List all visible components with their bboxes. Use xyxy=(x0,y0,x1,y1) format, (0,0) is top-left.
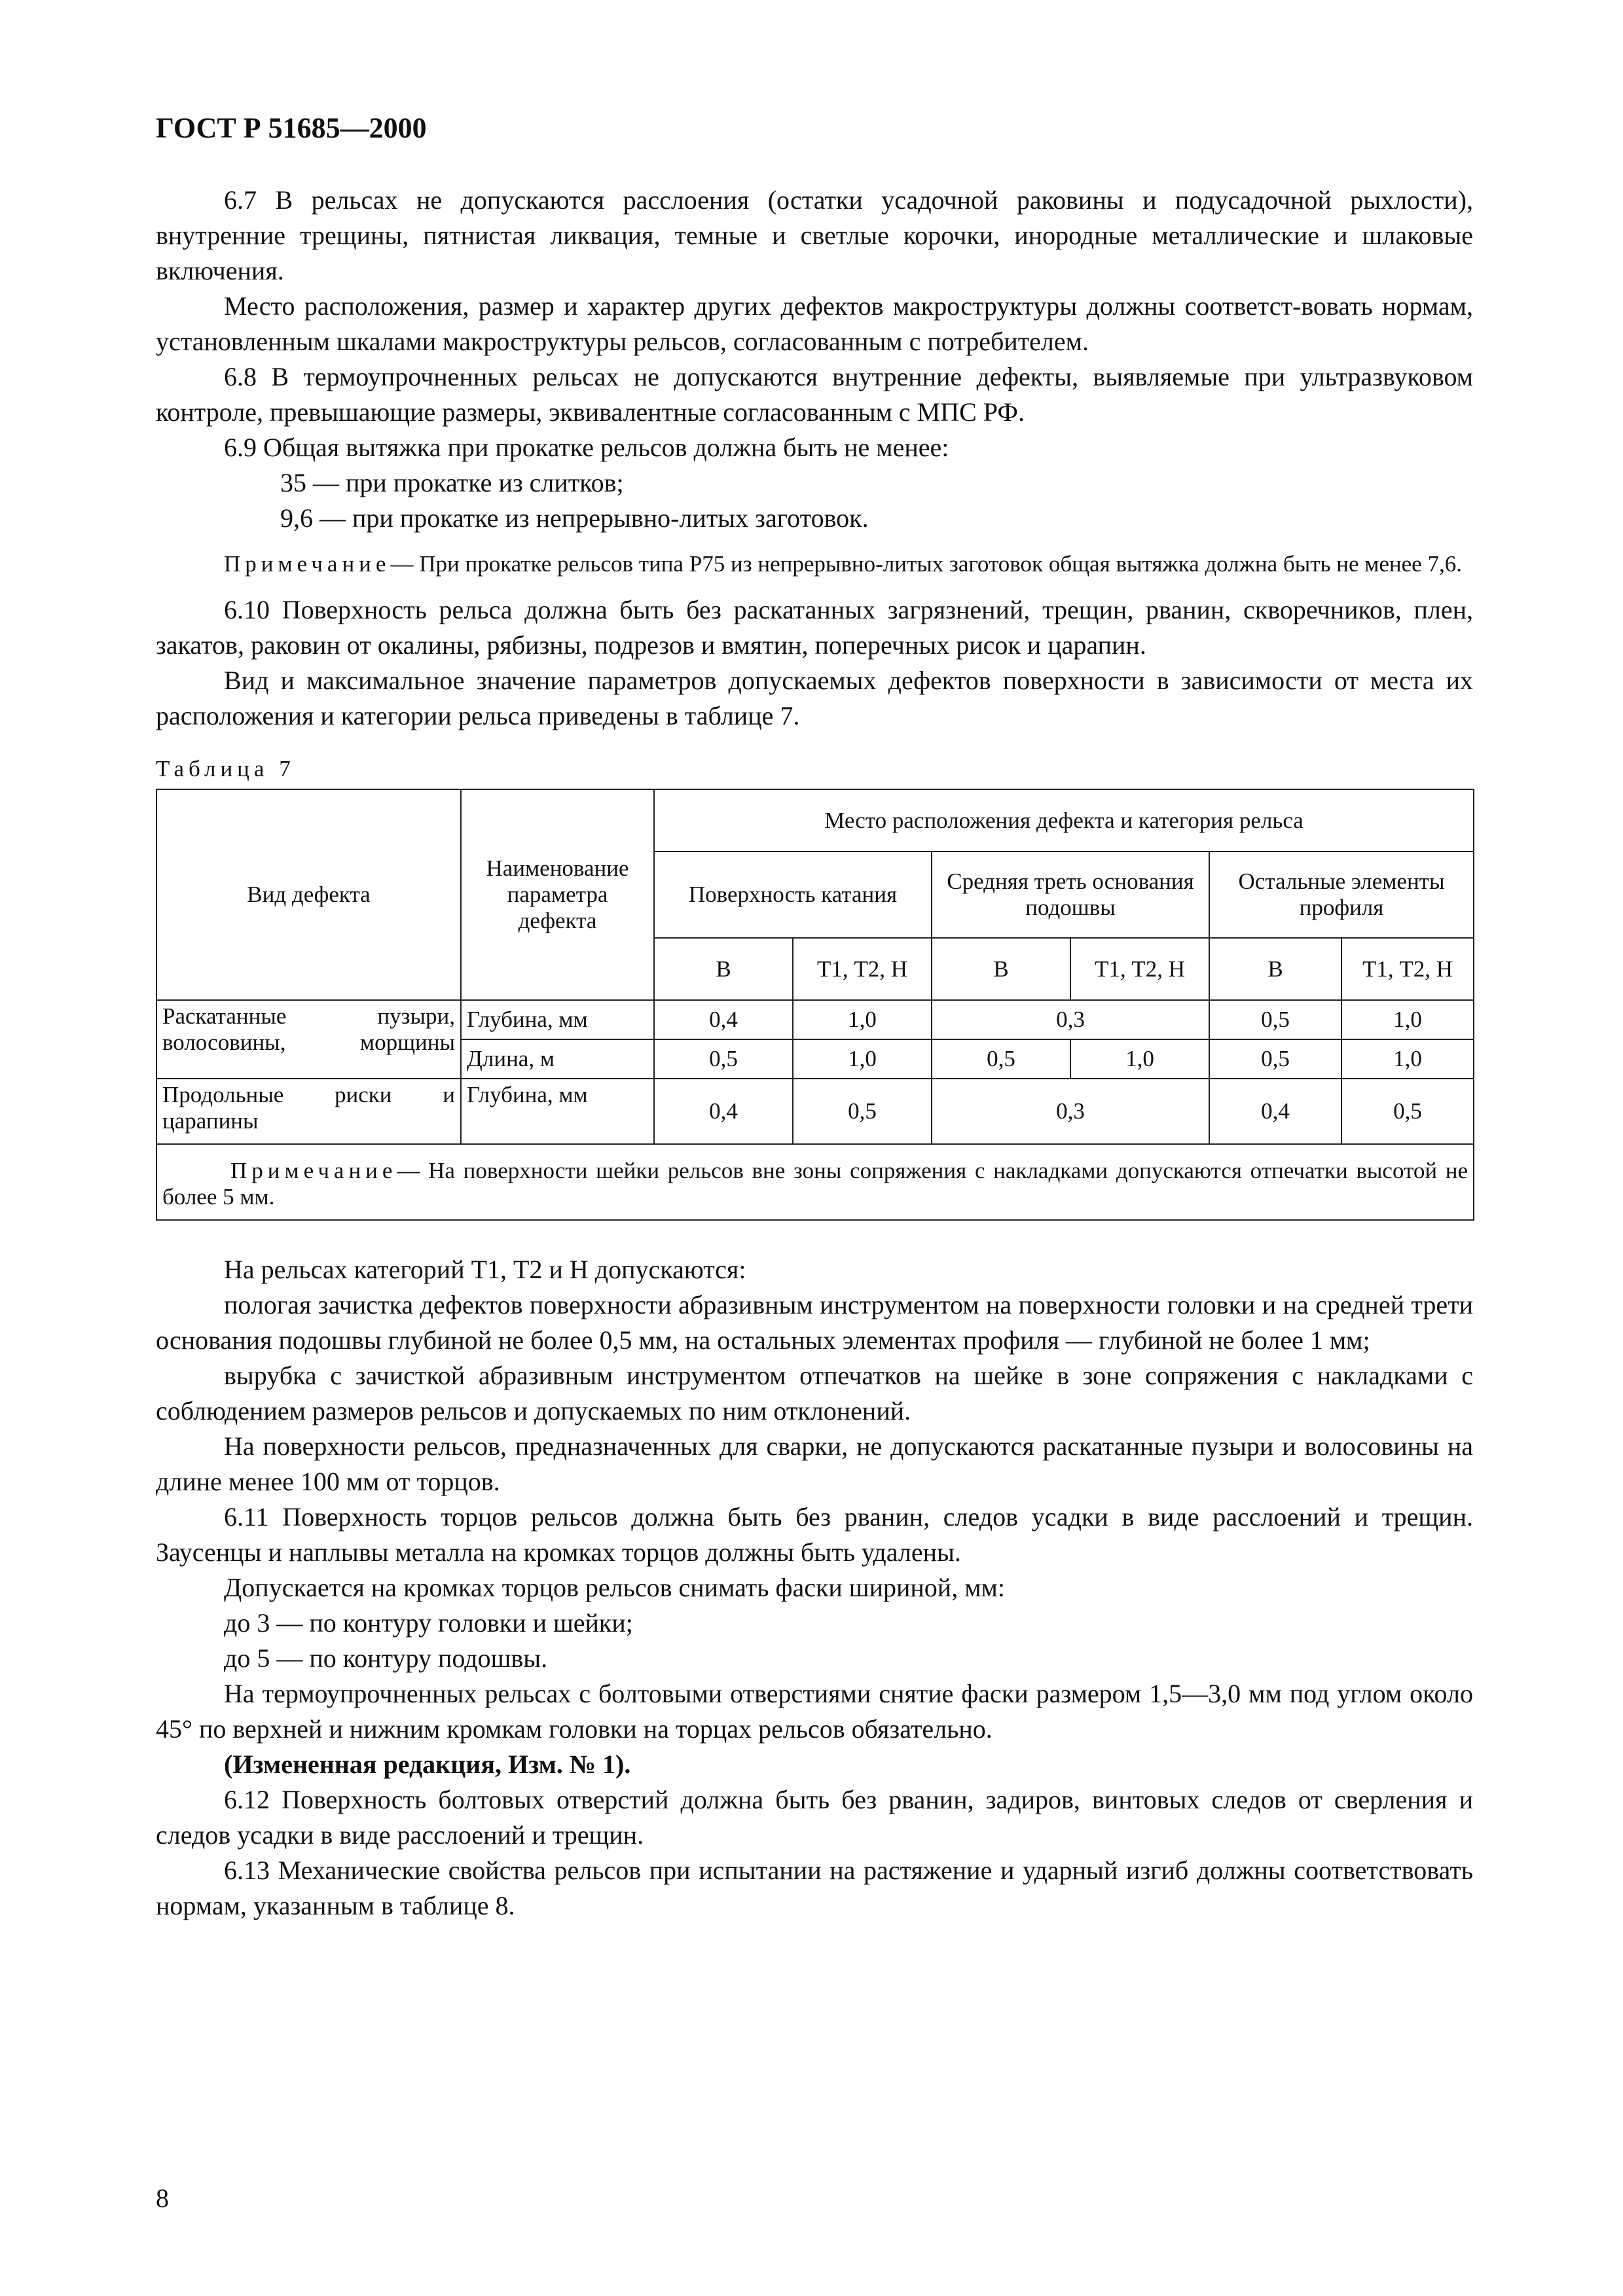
row-defect-scratches: Продольные риски и царапины xyxy=(156,1079,461,1144)
row-param-length: Длина, м xyxy=(461,1039,654,1079)
list-item-head: до 3 — по контуру головки и шейки; xyxy=(224,1608,633,1638)
table-cell: 0,4 xyxy=(654,1000,793,1039)
table-note-text: — На поверхности шейки рельсов вне зоны сопряжения с накладками допускаются отпечатки высотой не более 5 мм. xyxy=(162,1158,1468,1210)
row-param-depth: Глубина, мм xyxy=(461,1000,654,1039)
paragraph-6-8: 6.8 В термоупрочненных рельсах не допускаются внутренние дефекты, выявляемые при ультразвуковом контроле, превышающие размеры, эквивалентные согласованным с МПС РФ. xyxy=(156,362,1473,427)
table-cell: 0,5 xyxy=(793,1079,932,1144)
list-item-continuous-cast: 9,6 — при прокатке из непрерывно-литых заготовок. xyxy=(280,503,869,533)
list-item-ingots: 35 — при прокатке из слитков; xyxy=(280,468,624,497)
header-location: Место расположения дефекта и категория рельса xyxy=(654,789,1474,852)
paragraph-chamfer: Допускается на кромках торцов рельсов снимать фаски шириной, мм: xyxy=(224,1573,1005,1602)
table-cell: 0,4 xyxy=(654,1079,793,1144)
category-b: В xyxy=(1209,938,1341,1000)
paragraph-macrostructure: Место расположения, размер и характер других дефектов макроструктуры должны соответст-вовать нормам, установленным шкалами макроструктуры рельсов, согласованным с потребителем. xyxy=(156,291,1473,356)
table-note-label: Примечание xyxy=(230,1158,397,1183)
table-cell: 0,3 xyxy=(932,1000,1209,1039)
paragraph-6-7: 6.7 В рельсах не допускаются расслоения (остатки усадочной раковины и подусадочной рыхлости), внутренние трещины, пятнистая ликвация, темные и светлые корочки, инородные металлические и шлаковые включения. xyxy=(156,185,1473,285)
category-t: Т1, Т2, Н xyxy=(793,938,932,1000)
row-param-depth: Глубина, мм xyxy=(461,1079,654,1144)
table-cell: 1,0 xyxy=(793,1039,932,1079)
header-rolling-surface: Поверхность катания xyxy=(654,852,932,938)
paragraph-6-10: 6.10 Поверхность рельса должна быть без раскатанных загрязнений, трещин, рванин, скворечников, плен, закатов, раковин от окалины, рябизны, подрезов и вмятин, поперечных рисок и царапин. xyxy=(156,595,1473,660)
paragraph-welding: На поверхности рельсов, предназначенных для сварки, не допускаются раскатанные пузыри и волосовины на длине менее 100 мм от торцов. xyxy=(156,1431,1473,1496)
table-cell: 0,5 xyxy=(654,1039,793,1079)
table-note xyxy=(156,1144,1474,1220)
category-b: В xyxy=(654,938,793,1000)
document-page xyxy=(156,111,1473,1924)
category-t: Т1, Т2, Н xyxy=(1070,938,1209,1000)
paragraph-allowed-intro: На рельсах категорий Т1, Т2 и Н допускаются: xyxy=(224,1255,746,1284)
row-defect-bubbles: Раскатанные пузыри, волосовины, морщины xyxy=(156,1000,461,1079)
note-label: Примечание xyxy=(224,551,391,577)
paragraph-chipping: вырубка с зачисткой абразивным инструментом отпечатков на шейке в зоне сопряжения с накладками с соблюдением размеров рельсов и допускаемых по ним отклонений. xyxy=(156,1361,1473,1426)
table-cell: 0,5 xyxy=(1209,1039,1341,1079)
document-header: ГОСТ Р 51685—2000 xyxy=(156,112,427,144)
table-cell: 1,0 xyxy=(1070,1039,1209,1079)
table-cell: 1,0 xyxy=(793,1000,932,1039)
defects-table xyxy=(156,789,1474,1221)
header-defect-type: Вид дефекта xyxy=(156,789,461,1000)
paragraph-bolt-holes-chamfer: На термоупрочненных рельсах с болтовыми отверстиями снятие фаски размером 1,5—3,0 мм под углом около 45° по верхней и нижним кромкам головки на торцах рельсов обязательно. xyxy=(156,1679,1473,1744)
category-t: Т1, Т2, Н xyxy=(1341,938,1474,1000)
note-text: — При прокатке рельсов типа Р75 из непрерывно-литых заготовок общая вытяжка должна быть не менее 7,6. xyxy=(390,551,1462,577)
note-p75 xyxy=(156,549,1473,579)
paragraph-6-11: 6.11 Поверхность торцов рельсов должна быть без рванин, следов усадки в виде расслоений и трещин. Заусенцы и наплывы металла на кромках торцов должны быть удалены. xyxy=(156,1502,1473,1567)
table-cell: 0,4 xyxy=(1209,1079,1341,1144)
paragraph-table-ref: Вид и максимальное значение параметров допускаемых дефектов поверхности в зависимости от места их расположения и категории рельса приведены в таблице 7. xyxy=(156,666,1473,730)
paragraph-grinding: пологая зачистка дефектов поверхности абразивным инструментом на поверхности головки и на средней трети основания подошвы глубиной не более 0,5 мм, на остальных элементах профиля — глубиной не более 1 мм; xyxy=(156,1290,1473,1355)
header-parameter: Наименование параметра дефекта xyxy=(461,789,654,1000)
table-cell: 0,5 xyxy=(1209,1000,1341,1039)
amendment-note: (Измененная редакция, Изм. № 1). xyxy=(224,1749,631,1779)
header-sole-middle: Средняя треть основания подошвы xyxy=(932,852,1209,938)
table-cell: 1,0 xyxy=(1341,1000,1474,1039)
header-other-elements: Остальные элементы профиля xyxy=(1209,852,1474,938)
table-cell: 0,5 xyxy=(932,1039,1070,1079)
table-cell: 0,3 xyxy=(932,1079,1209,1144)
paragraph-6-9: 6.9 Общая вытяжка при прокатке рельсов должна быть не менее: xyxy=(224,433,949,462)
paragraph-6-12: 6.12 Поверхность болтовых отверстий должна быть без рванин, задиров, винтовых следов от сверления и следов усадки в виде расслоений и трещин. xyxy=(156,1785,1473,1850)
list-item-sole: до 5 — по контуру подошвы. xyxy=(224,1643,548,1673)
table-cell: 0,5 xyxy=(1341,1079,1474,1144)
page-number: 8 xyxy=(156,2183,169,2213)
table-cell: 1,0 xyxy=(1341,1039,1474,1079)
table-caption: Таблица 7 xyxy=(156,756,295,781)
paragraph-6-13: 6.13 Механические свойства рельсов при испытании на растяжение и ударный изгиб должны соответствовать нормам, указанным в таблице 8. xyxy=(156,1856,1473,1920)
category-b: В xyxy=(932,938,1070,1000)
